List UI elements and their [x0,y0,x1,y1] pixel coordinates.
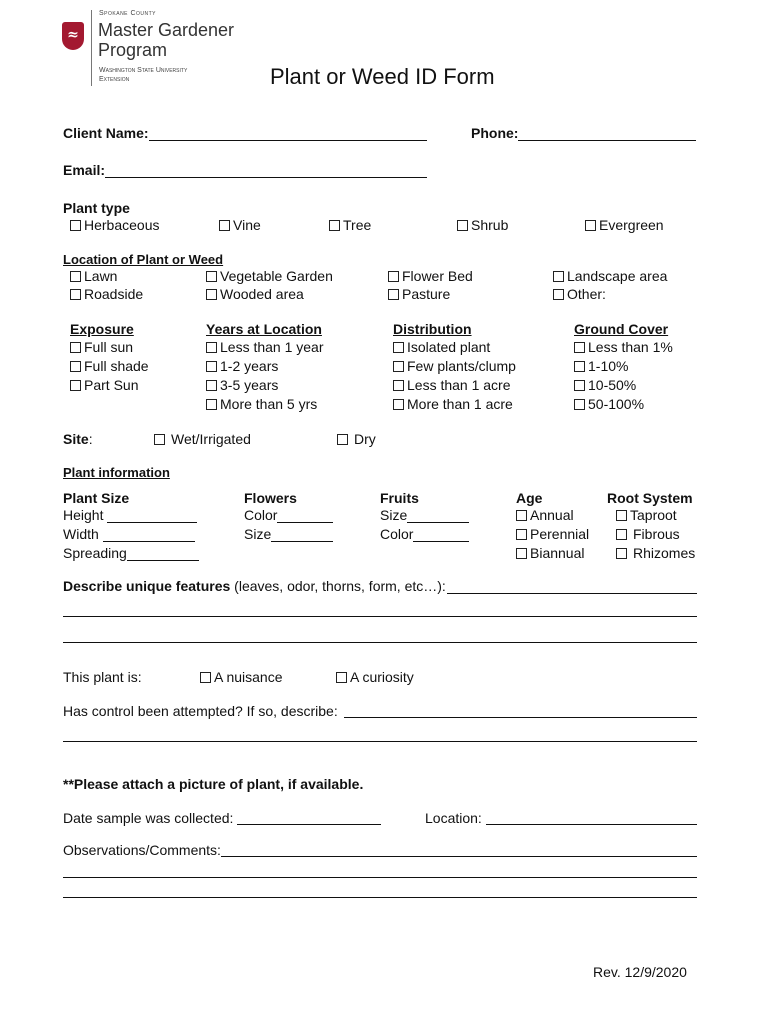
observations-line-2[interactable] [63,877,697,878]
checkbox-icon [616,548,627,559]
option-label: Shrub [471,217,509,233]
checkbox-icon [154,434,165,445]
root-fibrous[interactable] [616,526,680,542]
option-label: Annual [530,507,574,523]
root-rhizomes[interactable] [616,545,695,561]
email-field[interactable] [105,163,427,178]
checkbox-icon [70,220,81,231]
years-less-than-1[interactable] [206,339,324,355]
email-label: Email: [63,162,106,178]
fruit-size-label: Size [380,507,408,523]
location-vegetable-garden[interactable] [206,268,333,284]
checkbox-icon [457,220,468,231]
checkbox-icon [70,380,81,391]
age-annual[interactable] [516,507,574,523]
option-label: Full sun [84,339,134,355]
phone-label: Phone: [471,125,519,141]
checkbox-icon [219,220,230,231]
plant-info-heading: Plant information [63,465,170,480]
ground-cover-10-50[interactable] [574,377,636,393]
logo-divider [91,10,92,86]
logo-name-line1: Master Gardener [98,20,235,40]
client-name-field[interactable] [149,126,427,141]
checkbox-icon [574,342,585,353]
distribution-isolated[interactable] [393,339,490,355]
location-roadside[interactable] [70,286,143,302]
fruit-color-row [380,526,469,542]
phone-row [471,125,696,141]
location-flower-bed[interactable] [388,268,473,284]
exposure-part-sun[interactable] [70,377,138,393]
site-label: Site [63,431,89,447]
features-label: Describe unique features [63,578,231,594]
observations-label: Observations/Comments: [63,842,221,858]
option-label: Few plants/clump [407,358,516,374]
option-label: Herbaceous [84,217,160,233]
plant-type-evergreen[interactable] [585,217,664,233]
flower-size-label: Size [244,526,272,542]
checkbox-icon [206,342,217,353]
logo-extension: Extension [99,76,130,83]
site-dry[interactable] [337,431,376,447]
years-more-than-5[interactable] [206,396,317,412]
flower-color-label: Color [244,507,278,523]
phone-field[interactable] [518,126,696,141]
checkbox-icon [516,529,527,540]
checkbox-icon [574,361,585,372]
checkbox-icon [393,361,404,372]
page-title: Plant or Weed ID Form [270,64,495,89]
option-label: A curiosity [350,669,414,685]
checkbox-icon [616,510,627,521]
option-label: 50-100% [588,396,645,412]
site-wet-irrigated[interactable] [154,431,251,447]
spreading-row [63,545,199,561]
revision-label: Rev. 12/9/2020 [593,964,687,980]
option-label: Less than 1 year [220,339,324,355]
checkbox-icon [336,672,347,683]
checkbox-icon [70,271,81,282]
this-plant-label: This plant is: [63,669,142,685]
option-label: 1-2 years [220,358,279,374]
control-line-1[interactable] [344,717,697,718]
features-line-2[interactable] [63,616,697,617]
features-line-3[interactable] [63,642,697,643]
height-label: Height [63,507,104,523]
checkbox-icon [574,380,585,391]
checkbox-icon [206,380,217,391]
option-label: More than 5 yrs [220,396,318,412]
features-label-hint: (leaves, odor, thorns, form, etc…): [230,578,446,594]
age-biannual[interactable] [516,545,585,561]
distribution-less-than-1-acre[interactable] [393,377,511,393]
site-colon: : [88,431,93,447]
location-other[interactable] [553,286,606,302]
option-label: Vine [233,217,261,233]
height-field[interactable] [107,508,197,523]
checkbox-icon [574,399,585,410]
fruit-color-label: Color [380,526,414,542]
option-label: Pasture [402,286,451,302]
plant-type-herbaceous[interactable] [70,217,160,233]
option-label: Lawn [84,268,118,284]
flowers-heading: Flowers [244,490,297,506]
checkbox-icon [393,342,404,353]
exposure-full-sun[interactable] [70,339,133,355]
flower-size-row [244,526,333,542]
distribution-more-than-1-acre[interactable] [393,396,513,412]
control-line-2[interactable] [63,741,697,742]
checkbox-icon [200,672,211,683]
option-label: Less than 1 acre [407,377,511,393]
fruits-heading: Fruits [380,490,419,506]
checkbox-icon [516,510,527,521]
spreading-label: Spreading [63,545,127,561]
checkbox-icon [206,289,217,300]
option-label: Flower Bed [402,268,473,284]
location-wooded-area[interactable] [206,286,304,302]
flower-color-field[interactable] [277,508,333,523]
features-label-row [63,578,446,594]
ground-cover-less-than-1[interactable] [574,339,673,355]
fruit-size-field[interactable] [407,508,469,523]
width-row [63,526,195,542]
client-name-row [63,125,427,141]
checkbox-icon [393,380,404,391]
checkbox-icon [206,361,217,372]
option-label: 1-10% [588,358,629,374]
this-plant-curiosity[interactable] [336,669,414,685]
years-3-5[interactable] [206,377,278,393]
ground-cover-heading: Ground Cover [574,321,669,337]
years-1-2[interactable] [206,358,278,374]
checkbox-icon [329,220,340,231]
option-label: Dry [354,431,376,447]
width-field[interactable] [103,527,195,542]
checkbox-icon [337,434,348,445]
option-label: Other: [567,286,606,302]
checkbox-icon [206,271,217,282]
checkbox-icon [388,271,399,282]
option-label: Biannual [530,545,585,561]
option-label: Full shade [84,358,149,374]
control-label: Has control been attempted? If so, describe: [63,703,338,719]
spreading-field[interactable] [127,546,199,561]
date-field[interactable] [237,824,381,825]
plant-type-heading: Plant type [63,200,130,216]
this-plant-nuisance[interactable] [200,669,283,685]
plant-type-shrub[interactable] [457,217,508,233]
ground-cover-1-10[interactable] [574,358,628,374]
plant-type-tree[interactable] [329,217,371,233]
option-label: Less than 1% [588,339,673,355]
checkbox-icon [206,399,217,410]
root-system-heading: Root System [607,490,693,506]
checkbox-icon [70,361,81,372]
checkbox-icon [553,271,564,282]
age-perennial[interactable] [516,526,589,542]
site-label-row [63,431,93,447]
width-label: Width [63,526,99,542]
exposure-full-shade[interactable] [70,358,149,374]
location-heading: Location of Plant or Weed [63,252,224,267]
option-label: Perennial [530,526,590,542]
location-pasture[interactable] [388,286,450,302]
checkbox-icon [393,399,404,410]
option-label: Vegetable Garden [220,268,333,284]
client-name-label: Client Name: [63,125,149,141]
fruit-size-row [380,507,469,523]
checkbox-icon [585,220,596,231]
observations-line-3[interactable] [63,897,697,898]
option-label: Rhizomes [633,545,696,561]
wsu-logo-icon: ≈ [62,22,84,50]
date-label: Date sample was collected: [63,810,234,826]
attach-note: **Please attach a picture of plant, if available. [63,776,364,792]
option-label: Wet/Irrigated [171,431,251,447]
features-line-1[interactable] [447,593,697,594]
option-label: Fibrous [633,526,680,542]
option-label: More than 1 acre [407,396,513,412]
fruit-color-field[interactable] [413,527,469,542]
flower-size-field[interactable] [271,527,333,542]
option-label: Part Sun [84,377,139,393]
observations-line-1[interactable] [221,856,697,857]
height-row [63,507,197,523]
flower-color-row [244,507,333,523]
distribution-few-plants[interactable] [393,358,516,374]
option-label: Tree [343,217,372,233]
years-heading: Years at Location [206,321,322,337]
exposure-heading: Exposure [70,321,134,337]
age-heading: Age [516,490,543,506]
checkbox-icon [70,342,81,353]
location-field[interactable] [486,824,697,825]
option-label: Wooded area [220,286,304,302]
email-row [63,162,427,178]
option-label: A nuisance [214,669,283,685]
option-label: 3-5 years [220,377,279,393]
plant-size-heading: Plant Size [63,490,130,506]
distribution-heading: Distribution [393,321,472,337]
option-label: Roadside [84,286,144,302]
logo-county: Spokane County [99,10,157,17]
location-landscape-area[interactable] [553,268,667,284]
root-taproot[interactable] [616,507,677,523]
option-label: Isolated plant [407,339,491,355]
checkbox-icon [553,289,564,300]
checkbox-icon [616,529,627,540]
checkbox-icon [516,548,527,559]
ground-cover-50-100[interactable] [574,396,644,412]
checkbox-icon [388,289,399,300]
checkbox-icon [70,289,81,300]
option-label: 10-50% [588,377,637,393]
option-label: Landscape area [567,268,668,284]
option-label: Evergreen [599,217,664,233]
location-label: Location: [425,810,482,826]
logo-name-line2: Program [98,40,168,60]
location-lawn[interactable] [70,268,117,284]
option-label: Taproot [630,507,677,523]
plant-type-vine[interactable] [219,217,261,233]
logo-university: Washington State University [99,67,188,74]
